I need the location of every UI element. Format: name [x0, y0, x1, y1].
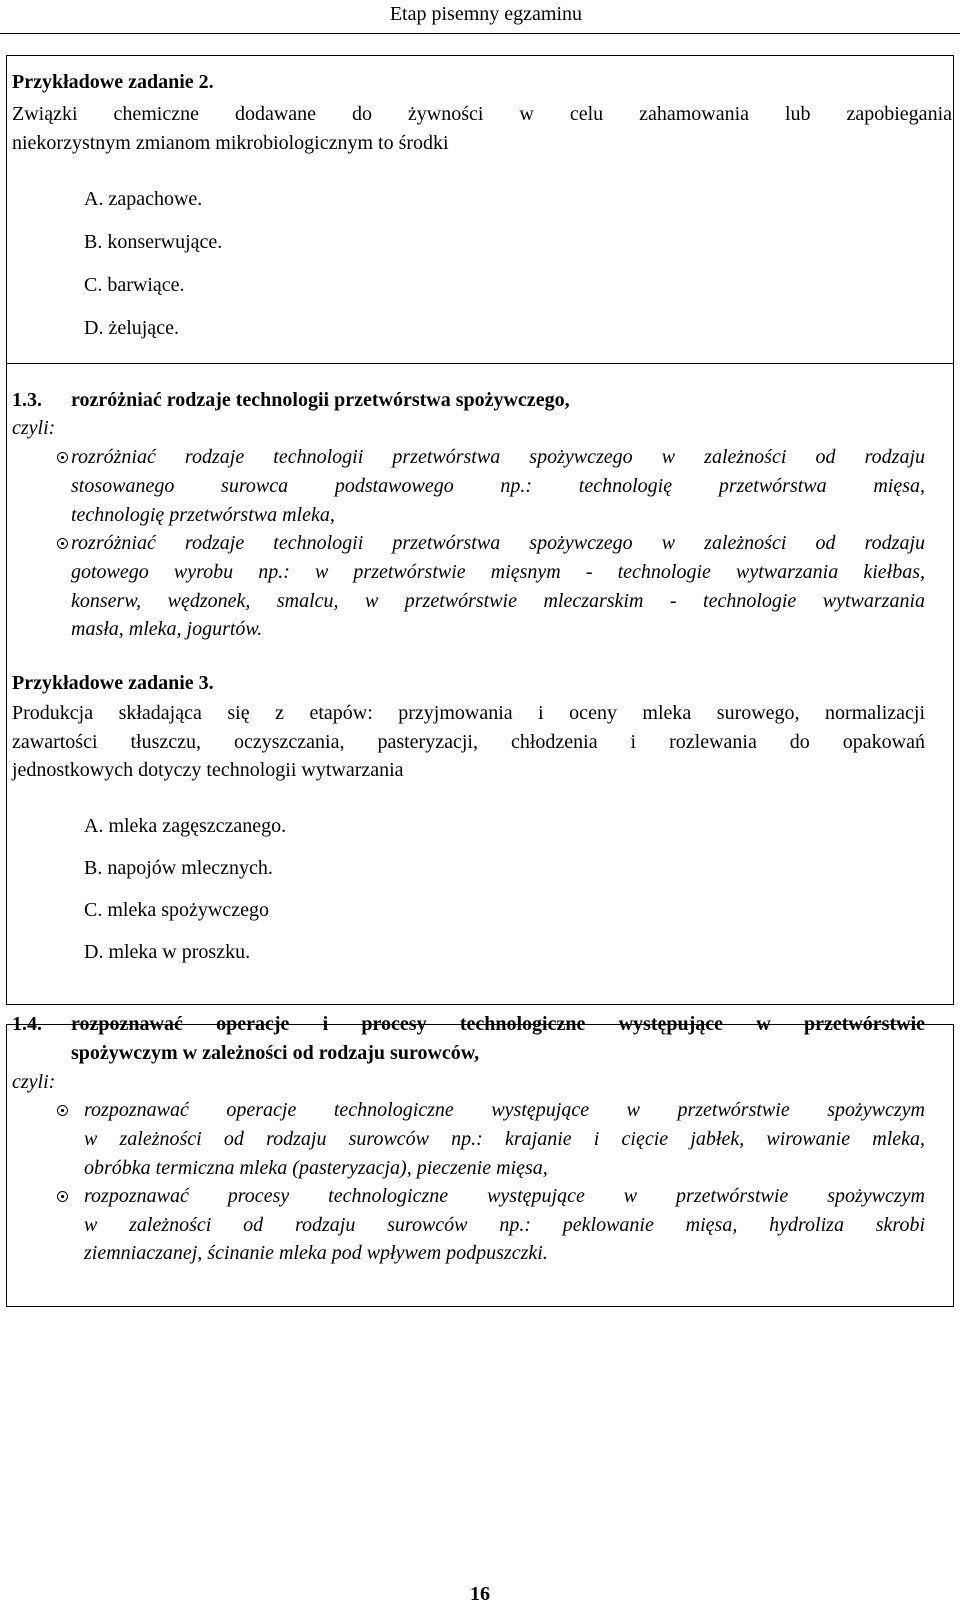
task-2-option-d: D. żelujące.: [84, 317, 179, 339]
task-3-option-a: A. mleka zagęszczanego.: [84, 815, 287, 837]
page-number: 16: [470, 1583, 490, 1605]
bullet-icon: [57, 452, 68, 463]
section-1-4-bullet-2-line: ziemniaczanej, ścinanie mleka pod wpływem podpuszczki.: [84, 1242, 548, 1264]
section-1-3-number: 1.3.: [12, 389, 42, 411]
section-1-3-bullet-2-line: gotowego wyrobu np.: w przetwórstwie mięsnym - technologie wytwarzania kiełbas,: [71, 561, 925, 583]
bullet-icon: [57, 538, 68, 549]
task-3-option-c: C. mleka spożywczego: [84, 899, 269, 921]
header-title: Etap pisemny egzaminu: [389, 3, 582, 25]
bullet-icon: [57, 1105, 68, 1116]
task-3-option-b: B. napojów mlecznych.: [84, 857, 273, 879]
bullet-icon: [57, 1191, 68, 1202]
section-1-4-number: 1.4.: [12, 1013, 42, 1035]
task-2-option-c: C. barwiące.: [84, 274, 185, 296]
task-3-question-line: jednostkowych dotyczy technologii wytwarzania: [12, 759, 404, 781]
section-1-4-title-line: spożywczym w zależności od rodzaju surowców,: [71, 1042, 480, 1064]
section-1-4-bullet-1-line: obróbka termiczna mleka (pasteryzacja), pieczenie mięsa,: [84, 1157, 548, 1179]
task-2-heading: Przykładowe zadanie 2.: [12, 71, 214, 93]
section-1-4-bullet-2-line: rozpoznawać procesy technologiczne występujące w przetwórstwie spożywczym: [84, 1185, 925, 1207]
task-2-question-line: Związki chemiczne dodawane do żywności w celu zahamowania lub zapobiegania: [12, 103, 952, 125]
section-1-4-bullet-1-line: rozpoznawać operacje technologiczne występujące w przetwórstwie spożywczym: [84, 1099, 925, 1121]
section-1-3-bullet-2-line: konserw, wędzonek, smalcu, w przetwórstwie mleczarskim - technologie wytwarzania: [71, 590, 925, 612]
task-2-option-b: B. konserwujące.: [84, 231, 223, 253]
section-1-3-bullet-1-line: technologię przetwórstwa mleka,: [71, 504, 335, 526]
section-1-4-bullet-1-line: w zależności od rodzaju surowców np.: krajanie i cięcie jabłek, wirowanie mleka,: [84, 1128, 925, 1150]
section-1-4-czyli: czyli:: [12, 1071, 56, 1093]
task-2-question-line: niekorzystnym zmianom mikrobiologicznym to środki: [12, 132, 449, 154]
section-1-3-czyli: czyli:: [12, 417, 56, 439]
task-3-option-d: D. mleka w proszku.: [84, 941, 251, 963]
page-header: [0, 0, 960, 34]
task-3-question-line: Produkcja składająca się z etapów: przyjmowania i oceny mleka surowego, normalizacji: [12, 702, 925, 724]
section-1-3-bullet-1-line: rozróżniać rodzaje technologii przetwórstwa spożywczego w zależności od rodzaju: [71, 446, 925, 468]
section-1-3-bullet-2-line: masła, mleka, jogurtów.: [71, 618, 263, 640]
section-1-3-bullet-1-line: stosowanego surowca podstawowego np.: technologię przetwórstwa mięsa,: [71, 475, 925, 497]
section-1-3-bullet-2-line: rozróżniać rodzaje technologii przetwórstwa spożywczego w zależności od rodzaju: [71, 532, 925, 554]
section-1-3-title: rozróżniać rodzaje technologii przetwórstwa spożywczego,: [71, 389, 570, 411]
task-2-option-a: A. zapachowe.: [84, 188, 203, 210]
task-3-question-line: zawartości tłuszczu, oczyszczania, pasteryzacji, chłodzenia i rozlewania do opakowań: [12, 731, 925, 753]
section-1-4-title-line: rozpoznawać operacje i procesy technologiczne występujące w przetwórstwie: [71, 1013, 925, 1035]
section-1-4-bullet-2-line: w zależności od rodzaju surowców np.: peklowanie mięsa, hydroliza skrobi: [84, 1214, 925, 1236]
task-3-heading: Przykładowe zadanie 3.: [12, 672, 214, 694]
